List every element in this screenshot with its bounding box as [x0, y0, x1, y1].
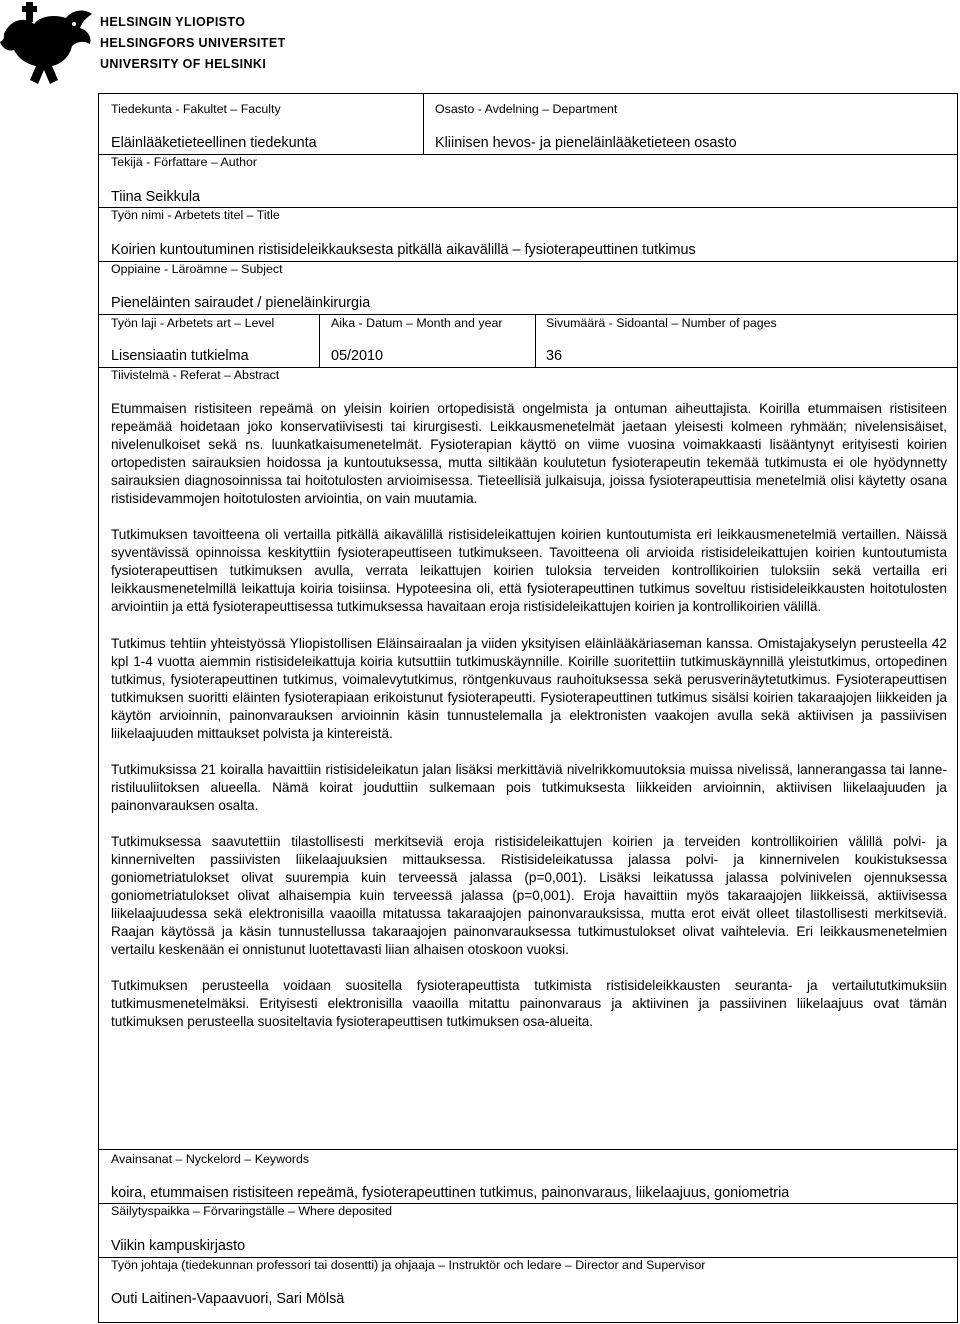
abstract-paragraph: Tutkimuksessa saavutettiin tilastollisesti merkitseviä eroja ristisideleikattujen koirien ja terveiden kontrollikoirien välillä polvi- ja kinnernivelten passiivisten liikelaajuuksien mittauksessa. Ristisideleikatussa jalassa polvi- ja kinnernivelen koukistuksessa goniometriatulokset olivat suurempia kuin terveessä jalassa (p=0,001). Lisäksi leikatussa jalassa polvinivelen ojennuksessa goniometriatulokset olivat alhaisempia kuin terveessä jalassa (p=0,001). Eroja havaittiin myös takaraajojen liikkeissä, aktiivisessa liikelaajuudessa sekä elektronisilla vaaoilla mitatussa takaraajojen painonvarauksissa, mutta erot eivät olleet tilastollisesti merkitseviä. Raajan käytössä ja käsin tunnustellussa takaraajojen painonvarauksessa tutkimustulokset olivat vaihtelevia. Eri leikkausmenetelmien vertailu keskenään ei onnistunut luotettavasti liian alhaisen otoskoon vuoksi.	[111, 833, 947, 958]
faculty-label: Tiedekunta - Fakultet – Faculty	[111, 102, 281, 116]
subject-value: Pieneläinten sairaudet / pieneläinkirurgia	[111, 295, 371, 311]
abstract-paragraph: Tutkimuksissa 21 koiralla havaittiin ristisideleikatun jalan lisäksi merkittäviä nivelrikkomuutoksia muissa nivelissä, lannerangassa tai lanne-ristiluuliitoksen alueella. Nämä koirat jouduttiin sulkemaan pois tutkimuksesta liikkeiden arvioinnin, aktiivisen liikelaajuuden ja painonvarauksen osalta.	[111, 761, 947, 813]
university-name-fi: HELSINGIN YLIOPISTO	[100, 15, 246, 29]
abstract-form	[98, 93, 958, 1323]
date-value: 05/2010	[331, 348, 384, 364]
faculty-department-divider	[423, 94, 424, 154]
university-name-sv: HELSINGFORS UNIVERSITET	[100, 36, 286, 50]
university-crest-icon	[0, 0, 96, 86]
level-value: Lisensiaatin tutkielma	[111, 348, 249, 364]
abstract-paragraph: Tutkimuksen perusteella voidaan suositella fysioterapeuttista tutkimista ristisideleikkausten seuranta- ja vertailututkimuksiin tutkimusmenetelmäksi. Erityisesti elektronisilla vaaoilla mitattu painonvaraus ja aktiivinen ja passiivinen liikelaajuus ovat tämän tutkimuksen perusteella suositeltavia fysioterapeuttisen tutkimuksen osa-alueita.	[111, 978, 947, 1030]
level-date-divider	[319, 314, 320, 367]
row-divider	[99, 314, 957, 315]
supervisor-label: Työn johtaja (tiedekunnan professori tai dosentti) ja ohjaaja – Instruktör och ledare – Director and Supervisor	[111, 1258, 706, 1272]
department-value: Kliinisen hevos- ja pieneläinlääketieteen osasto	[435, 135, 737, 151]
date-label: Aika - Datum – Month and year	[331, 316, 503, 330]
title-value: Koirien kuntoutuminen ristisideleikkauksesta pitkällä aikavälillä – fysioterapeuttinen tutkimus	[111, 242, 696, 258]
keywords-label: Avainsanat – Nyckelord – Keywords	[111, 1152, 310, 1166]
pages-value: 36	[546, 348, 563, 364]
subject-label: Oppiaine - Läroämne – Subject	[111, 262, 283, 276]
abstract-paragraph: Tutkimuksen tavoitteena oli vertailla pitkällä aikavälillä ristisideleikattujen koirien kuntoutumista eri leikkausmenetelmiä vertaillen. Näissä syventävissä opinnoissa keskityttiin fysioterapeuttiseen tutkimukseen. Tavoitteena oli arvioida ristisideleikattujen koirien kuntoutumista fysioterapeuttisen tutkimuksen avulla, verrata leikattujen koirien tuloksia terveiden kontrollikoirien tuloksiin sekä vertailla eri leikkausmenetelmillä leikattuja koiria toisiinsa. Hypoteesina oli, että fysioterapeuttinen tutkimus soveltuu ristisideleikkausten hoitotulosten arviointiin ja että fysioterapeuttisessa tutkimuksessa havaitaan eroja ristisideleikattujen koirien ja kontrollikoirien välillä.	[111, 527, 947, 615]
university-logo	[0, 0, 300, 86]
abstract-body	[111, 400, 947, 1049]
faculty-value: Eläinlääketieteellinen tiedekunta	[111, 135, 317, 151]
university-name-en: UNIVERSITY OF HELSINKI	[100, 57, 267, 71]
department-label: Osasto - Avdelning – Department	[435, 102, 618, 116]
abstract-label: Tiivistelmä - Referat – Abstract	[111, 368, 280, 382]
level-label: Työn laji - Arbetets art – Level	[111, 316, 275, 330]
deposited-label: Säilytyspaikka – Förvaringställe – Where deposited	[111, 1204, 392, 1218]
supervisor-value: Outi Laitinen-Vapaavuori, Sari Mölsä	[111, 1291, 345, 1307]
keywords-value: koira, etummaisen ristisiteen repeämä, fysioterapeuttinen tutkimus, painonvaraus, liikelaajuus, goniometria	[111, 1185, 790, 1201]
pages-label: Sivumäärä - Sidoantal – Number of pages	[546, 316, 777, 330]
deposited-value: Viikin kampuskirjasto	[111, 1238, 246, 1254]
author-value: Tiina Seikkula	[111, 189, 201, 205]
date-pages-divider	[535, 314, 536, 367]
abstract-paragraph: Etummaisen ristisiteen repeämä on yleisin koirien ortopedisistä ongelmista ja ontuman aiheuttajista. Koirilla etummaisen ristisiteen repeämää hoidetaan joko konservatiivisesti tai kirurgisesti. Leikkausmenetelmät jaetaan yleisesti kolmeen ryhmään; nivelensisäiset, nivelenulkoiset sekä ns. luunkatkaisumenetelmät. Fysioterapian käyttö on viime vuosina voimakkaasti lisääntynyt erityisesti koirien ortopedisten sairauksien hoidossa ja kuntoutuksessa, mutta siltikään koulutetun fysioterapeutin tekemää tutkimusta ei ole hyödynnetty sairauksien diagnosoinnissa tai hoitotulosten arvioimisessa. Tieteellisiä julkaisuja, joissa fysioterapeuttisia menetelmiä olisi käytetty osana ristisidevammojen hoitotulosten arviointia, on vain muutamia.	[111, 401, 947, 507]
row-divider	[99, 1149, 957, 1150]
title-label: Työn nimi - Arbetets titel – Title	[111, 208, 280, 222]
university-names	[100, 12, 286, 75]
author-label: Tekijä - Författare – Author	[111, 155, 257, 169]
abstract-paragraph: Tutkimus tehtiin yhteistyössä Yliopistollisen Eläinsairaalan ja viiden yksityisen eläinlääkäriaseman kanssa. Omistajakyselyn perusteella 42 kpl 1-4 vuotta aiemmin ristisideleikattuja koiria kutsuttiin tutkimuskäynnille. Koirille suoritettiin tutkimuskäynnillä yleistutkimus, ortopedinen tutkimus, fysioterapeuttinen tutkimus, voimalevytutkimus, röntgenkuvaus rauhoituksessa sekä perusverinäytetutkimus. Fysioterapeuttisen tutkimuksen suoritti eläinten fysioterapiaan erikoistunut fysioterapeutti. Fysioterapeuttinen tutkimus sisälsi koirien takaraajojen liikkeiden ja käytön arvioinnin, painonvarauksen arvioinnin käsin tunnustelemalla ja elektronisten vaakojen avulla sekä aktiivisen ja passiivisen liikelaajuuden mittaukset polvista ja kintereistä.	[111, 635, 947, 741]
